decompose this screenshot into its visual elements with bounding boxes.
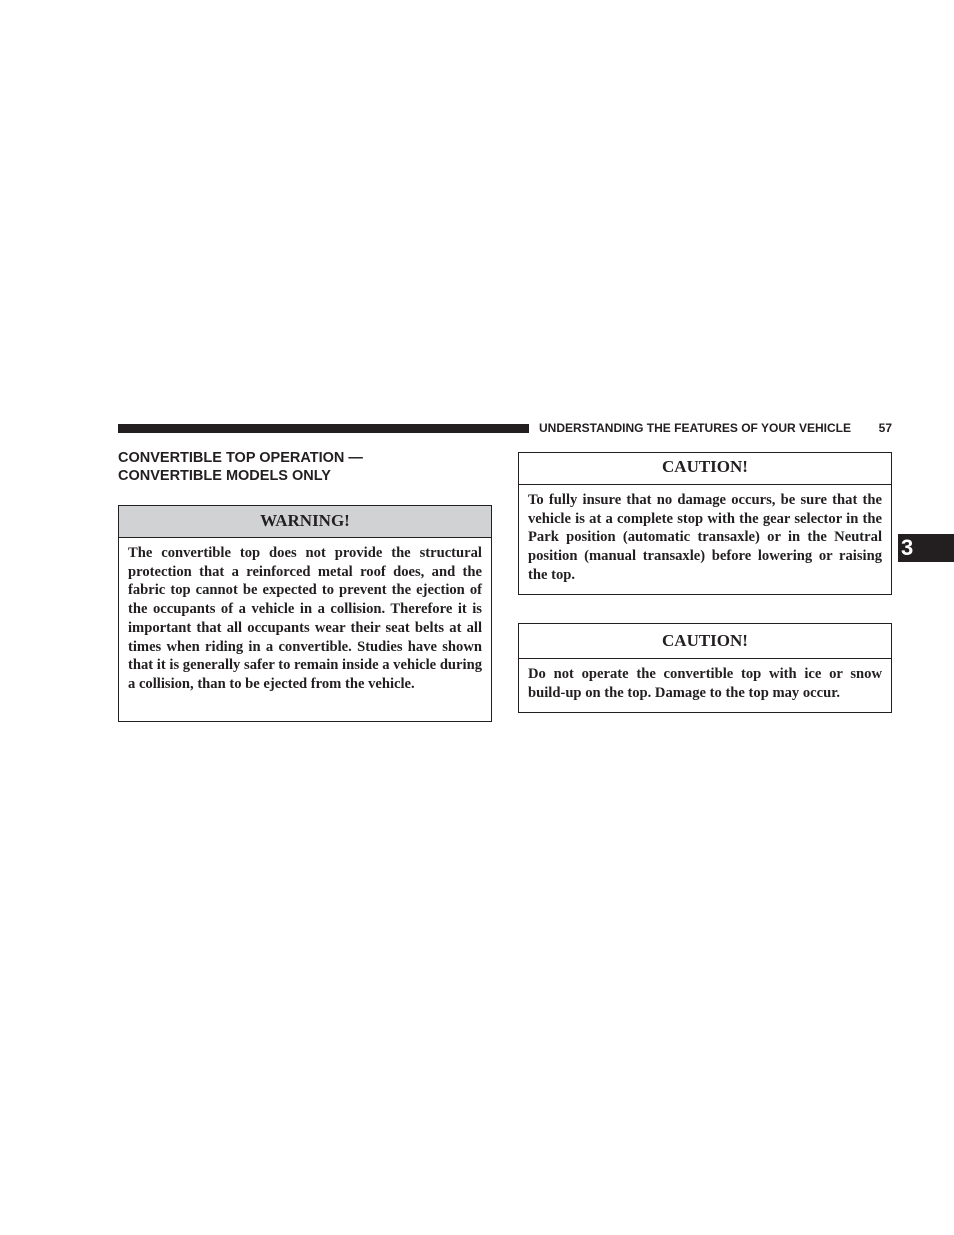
running-header-title: UNDERSTANDING THE FEATURES OF YOUR VEHICLE bbox=[539, 421, 852, 435]
section-heading-line1: CONVERTIBLE TOP OPERATION — bbox=[118, 450, 363, 466]
warning-text: The convertible top does not provide the structural protection that a reinforced metal roof does, and the fabric top cannot be expected to prevent the ejection of the occupants of a vehicle in a collision. Therefore it is important that all occupants wear their seat belts at all times when riding in a convertible. Studies have shown that it is generally safer to remain inside a vehicle during a collision, than to be ejected from the vehicle. bbox=[128, 545, 482, 692]
caution-title: CAUTION! bbox=[519, 624, 891, 659]
caution-text: Do not operate the convertible top with ice or snow build-up on the top. Damage to the top may occur. bbox=[528, 666, 882, 701]
warning-title: WARNING! bbox=[119, 506, 491, 538]
chapter-tab: 3 bbox=[898, 534, 954, 562]
page-number: 57 bbox=[878, 421, 892, 435]
section-heading bbox=[118, 449, 488, 485]
caution-box-ice bbox=[518, 623, 892, 713]
caution-box-stop bbox=[518, 452, 892, 595]
header-rule bbox=[118, 424, 529, 433]
caution-text: To fully insure that no damage occurs, be sure that the vehicle is at a complete stop with the gear selector in the Park position (automatic transaxle) or in the Neutral position (manual transaxle) before lowering or raising the top. bbox=[528, 492, 882, 583]
caution-title: CAUTION! bbox=[519, 453, 891, 485]
warning-box bbox=[118, 505, 492, 722]
section-heading-line2: CONVERTIBLE MODELS ONLY bbox=[118, 468, 331, 484]
running-header bbox=[539, 420, 892, 436]
